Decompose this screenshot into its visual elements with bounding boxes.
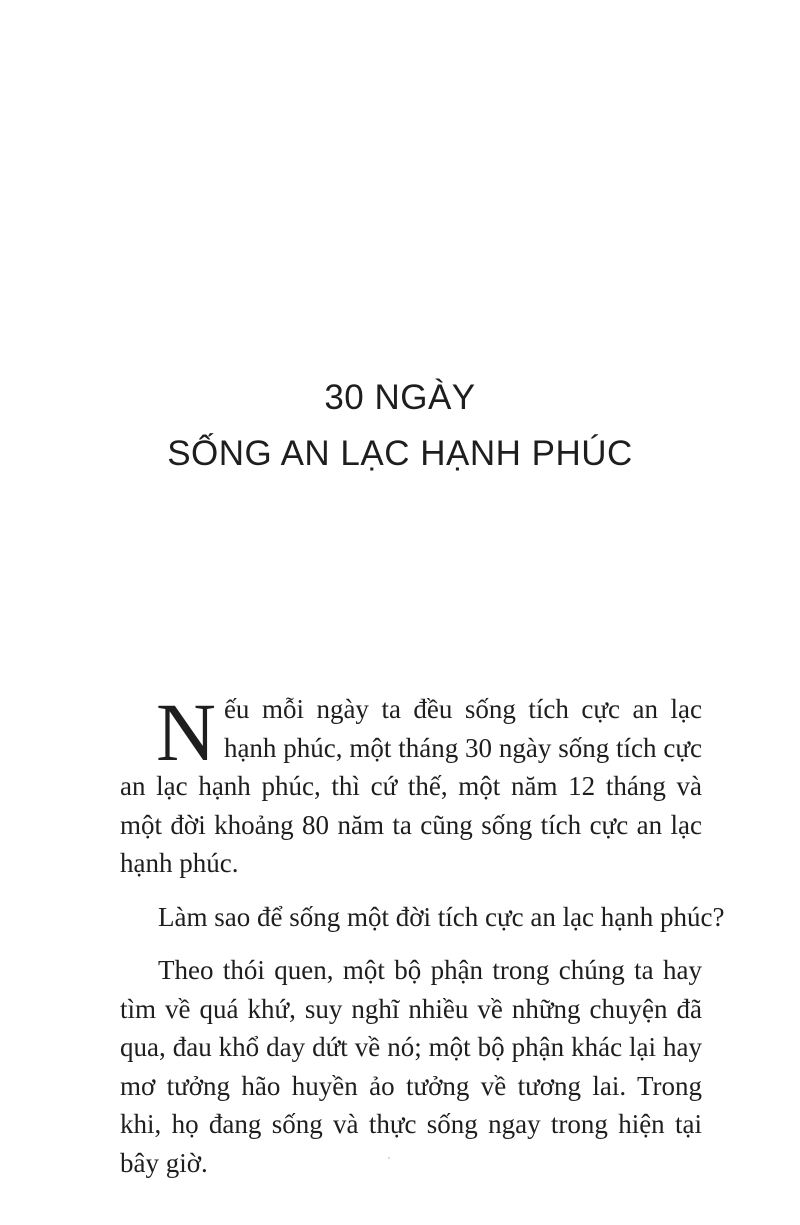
paragraph-2: Làm sao để sống một đời tích cực an lạc hạnh phúc? bbox=[158, 901, 725, 932]
chapter-title-line-1: 30 NGÀY bbox=[324, 378, 476, 417]
chapter-title-line-2: SỐNG AN LẠC HẠNH PHÚC bbox=[167, 434, 633, 473]
drop-cap: N bbox=[156, 686, 216, 778]
print-speck bbox=[388, 1157, 390, 1159]
chapter-body bbox=[120, 686, 725, 1197]
chapter-title bbox=[0, 370, 800, 482]
paragraph-1-text: ếu mỗi ngày ta đều sống tích cực an lạc hạnh phúc, một tháng 30 ngày sống tích cực an lạc hạnh phúc, thì cứ thế, một năm 12 tháng và một đời khoảng 80 năm ta cũng sống tích cực an lạc hạnh phúc. bbox=[120, 694, 702, 878]
paragraph-1 bbox=[120, 686, 702, 883]
paragraph-3: Theo thói quen, một bộ phận trong chúng ta hay tìm về quá khứ, suy nghĩ nhiều về những chuyện đã qua, đau khổ day dứt về nó; một bộ phận khác lại hay mơ tưởng hão huyền ảo tưởng về tương lai. Trong khi, họ đang sống và thực sống ngay trong hiện tại bây giờ. bbox=[120, 955, 702, 1178]
